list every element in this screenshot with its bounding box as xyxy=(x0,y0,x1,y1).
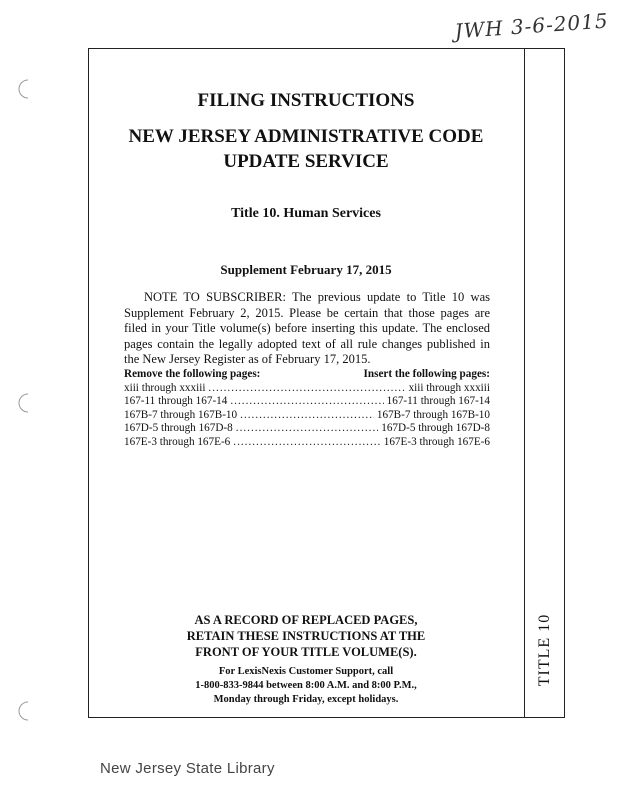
remove-cell: 167B-7 through 167B-10 xyxy=(124,408,238,421)
insert-cell: 167-11 through 167-14 xyxy=(386,395,490,407)
library-stamp: New Jersey State Library xyxy=(100,760,275,777)
punch-hole-mark xyxy=(14,392,36,414)
support-line2: 1-800-833-9844 between 8:00 A.M. and 8:00 P.M., xyxy=(195,680,417,691)
punch-hole-mark xyxy=(14,78,36,100)
table-row xyxy=(124,436,490,450)
code-heading-line2: UPDATE SERVICE xyxy=(223,151,389,172)
dot-leader xyxy=(236,422,378,436)
remove-cell: xiii through xxxiii xyxy=(124,381,206,394)
remove-header: Remove the following pages: xyxy=(124,368,261,380)
support-line3: Monday through Friday, except holidays. xyxy=(213,694,399,705)
note-lead: NOTE TO SUBSCRIBER: xyxy=(144,290,286,304)
customer-support-info xyxy=(90,665,522,707)
insert-cell: xiii through xxxiii xyxy=(408,381,490,394)
insert-header: Insert the following pages: xyxy=(363,368,490,380)
table-row xyxy=(124,409,490,423)
handwritten-initials-date: JWH 3-6-2015 xyxy=(453,8,610,44)
remove-cell: 167D-5 through 167D-8 xyxy=(124,422,233,434)
title-name: Title 10. Human Services xyxy=(231,206,381,221)
page-replacement-table xyxy=(124,368,490,449)
remove-cell: 167E-3 through 167E-6 xyxy=(124,435,231,448)
retain-notice-line3: FRONT OF YOUR TITLE VOLUME(S). xyxy=(195,645,417,659)
page-title: FILING INSTRUCTIONS xyxy=(197,90,415,111)
insert-cell: 167B-7 through 167B-10 xyxy=(376,408,490,421)
dot-leader xyxy=(230,395,383,409)
table-row xyxy=(124,422,490,436)
note-body: The previous update to Title 10 was Supplement February 2, 2015. Please be certain that those pages are filed in your Title volume(s) before inserting this update. The enclosed pages contain the legally adopted text of all rule changes published in the New Jersey Register as of February 17, 2015. xyxy=(124,290,490,366)
side-tab-label: TITLE 10 xyxy=(536,613,553,687)
insert-cell: 167D-5 through 167D-8 xyxy=(381,422,490,434)
retain-notice-line1: AS A RECORD OF REPLACED PAGES, xyxy=(194,613,418,627)
supplement-date: Supplement February 17, 2015 xyxy=(220,262,392,277)
dot-leader xyxy=(240,409,374,423)
table-header xyxy=(124,368,490,382)
code-heading xyxy=(90,124,522,174)
subscriber-note xyxy=(124,290,490,368)
retain-notice-line2: RETAIN THESE INSTRUCTIONS AT THE xyxy=(186,629,426,643)
punch-hole-mark xyxy=(14,700,36,722)
table-row xyxy=(124,395,490,409)
support-line1: For LexisNexis Customer Support, call xyxy=(218,666,394,677)
remove-cell: 167-11 through 167-14 xyxy=(124,395,228,407)
table-row xyxy=(124,382,490,396)
code-heading-line1: NEW JERSEY ADMINISTRATIVE CODE xyxy=(128,126,484,147)
dot-leader xyxy=(208,382,405,396)
dot-leader xyxy=(233,436,380,450)
retain-notice xyxy=(90,612,522,660)
insert-cell: 167E-3 through 167E-6 xyxy=(383,435,490,448)
